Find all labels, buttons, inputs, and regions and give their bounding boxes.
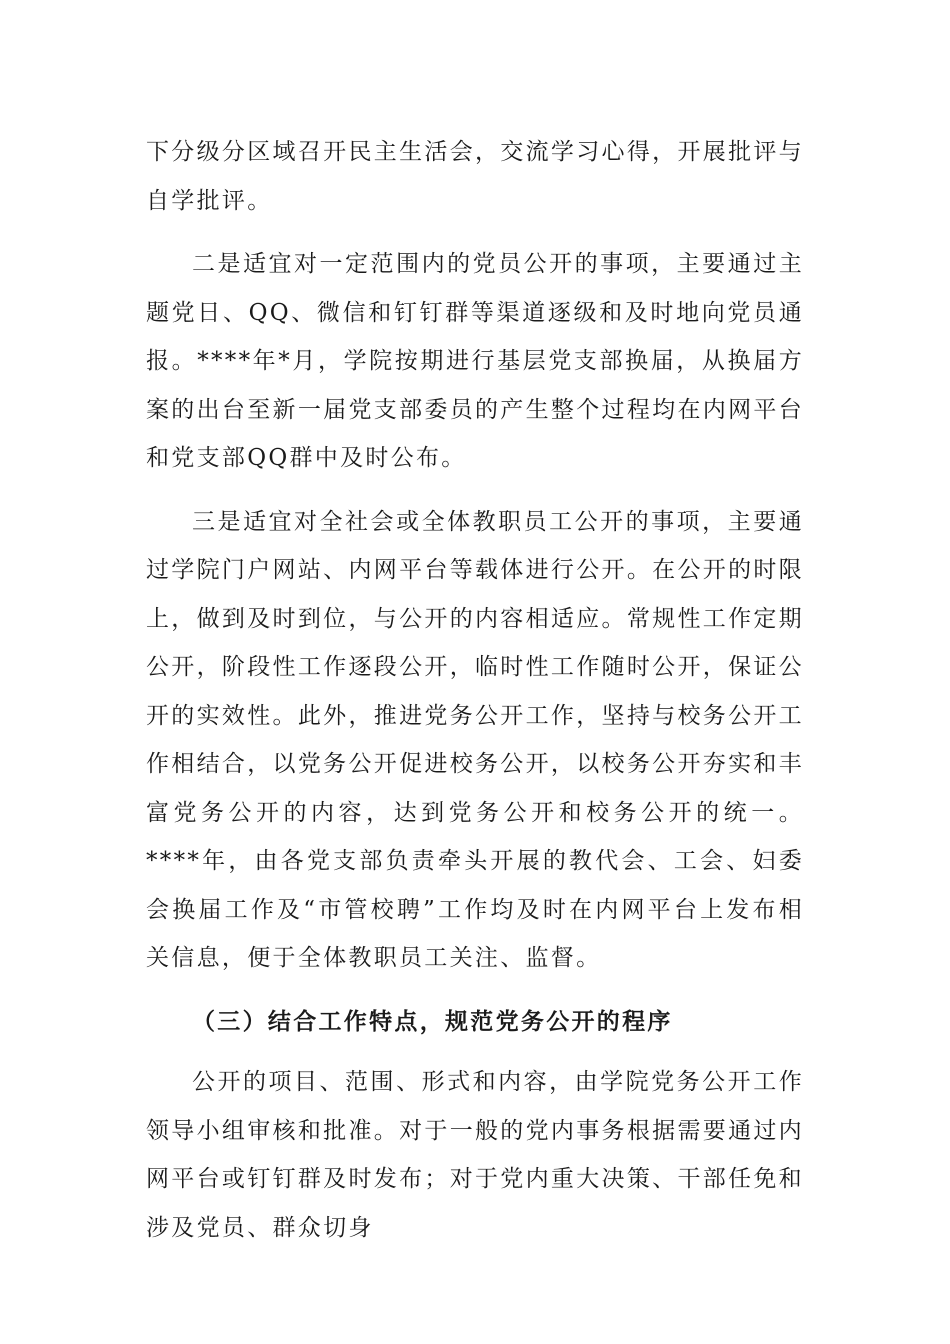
document-body: [146, 128, 804, 1267]
section-heading: （三）结合工作特点，规范党务公开的程序: [192, 1007, 673, 1035]
paragraph-second-item: 二是适宜对一定范围内的党员公开的事项，主要通过主题党日、QQ、微信和钉钉群等渠道逐级和及时地向党员通报。****年*月，学院按期进行基层党支部换届，从换届方案的出台至新一届党支部委员的产生整个过程均在内网平台和党支部QQ群中及时公布。: [146, 251, 804, 471]
paragraph-third-item: 三是适宜对全社会或全体教职员工公开的事项，主要通过学院门户网站、内网平台等载体进行公开。在公开的时限上，做到及时到位，与公开的内容相适应。常规性工作定期公开，阶段性工作逐段公开，临时性工作随时公开，保证公开的实效性。此外，推进党务公开工作，坚持与校务公开工作相结合，以党务公开促进校务公开，以校务公开夯实和丰富党务公开的内容，达到党务公开和校务公开的统一。****年，由各党支部负责牵头开展的教代会、工会、妇委会换届工作及“市管校聘”工作均及时在内网平台上发布相关信息，便于全体教职员工关注、监督。: [146, 508, 804, 971]
paragraph-procedure: 公开的项目、范围、形式和内容，由学院党务公开工作领导小组审核和批准。对于一般的党内事务根据需要通过内网平台或钉钉群及时发布；对于党内重大决策、干部任免和涉及党员、群众切身: [146, 1069, 804, 1241]
paragraph-continuation: 下分级分区域召开民主生活会，交流学习心得，开展批评与自学批评。: [146, 139, 804, 214]
